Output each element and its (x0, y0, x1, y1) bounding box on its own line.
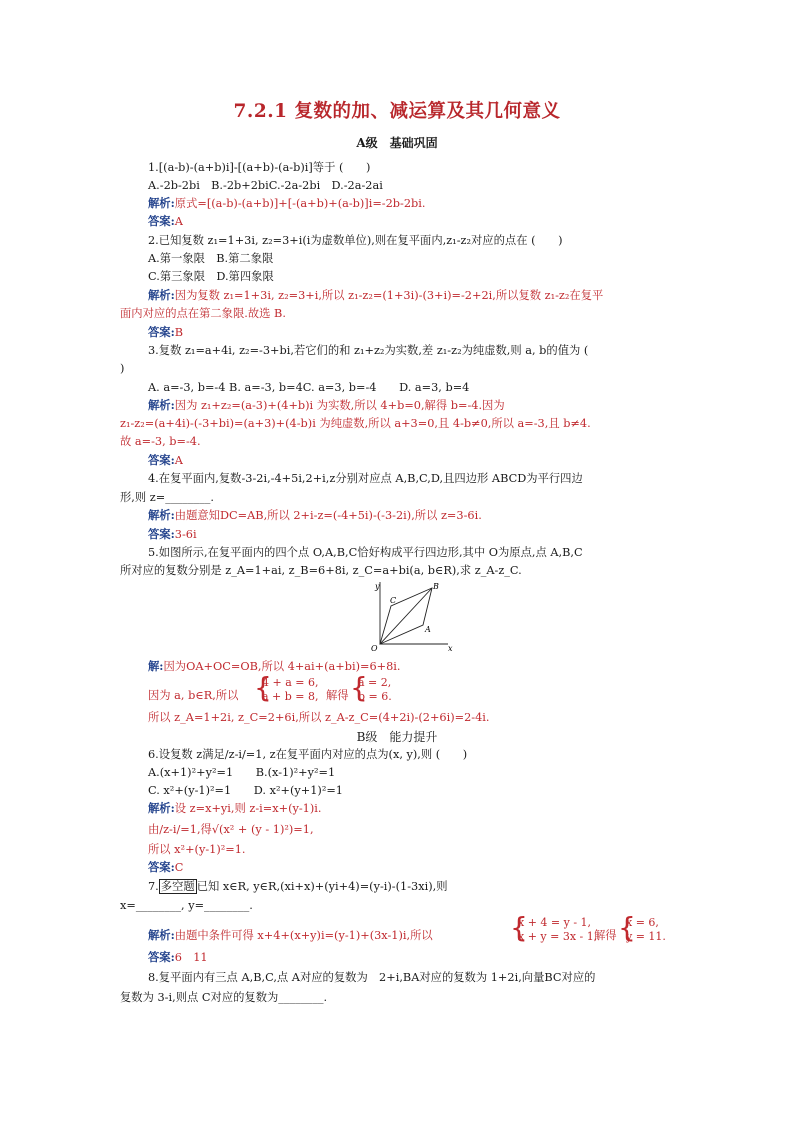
q7-stem-1 (148, 879, 448, 894)
q3-answer (148, 453, 183, 468)
q7-system-2-eq1: x = 6, (626, 916, 659, 929)
answer-label: 答案: (148, 860, 175, 874)
q6-options-2: C. x²+(y-1)²=1 D. x²+(y+1)²=1 (148, 784, 343, 797)
q5-system-2-eq1: a = 2, (358, 676, 392, 689)
q2-analysis-2: 面内对应的点在第二象限.故选 B. (120, 307, 286, 320)
q3-options: A. a=-3, b=-4 B. a=-3, b=4C. a=3, b=-4 D. a=3, b=4 (148, 381, 470, 394)
q3-stem-1: 3.复数 z₁=a+4i, z₂=-3+bi,若它们的和 z₁+z₂为实数,差 z₁-z₂为纯虚数,则 a, b的值为 ( (148, 344, 589, 357)
q3-analysis-1 (148, 398, 505, 413)
q5-system-1-eq1: 4 + a = 6, (262, 676, 319, 689)
analysis-label: 解析: (148, 196, 175, 210)
q2-answer (148, 325, 183, 340)
answer-label: 答案: (148, 214, 175, 228)
answer-label: 答案: (148, 453, 175, 467)
q7-answer-text: 6 11 (174, 951, 208, 964)
q5-system-1-eq2: a + b = 8, (262, 690, 319, 703)
q3-analysis-text: 因为 z₁+z₂=(a-3)+(4+b)i 为实数,所以 4+b=0,解得 b=-4.因为 (174, 399, 505, 412)
q3-stem-2: ) (120, 362, 125, 375)
answer-label: 答案: (148, 950, 175, 964)
analysis-label: 解析: (148, 508, 175, 522)
q1-answer-text: A (174, 215, 183, 228)
q5-stem-2: 所对应的复数分别是 z_A=1+ai, z_B=6+8i, z_C=a+bi(a, b∈R),求 z_A-z_C. (120, 564, 522, 577)
q4-analysis (148, 508, 482, 523)
q3-answer-text: A (174, 454, 183, 467)
point-c-label: C (390, 596, 397, 605)
q6-options-1: A.(x+1)²+y²=1 B.(x-1)²+y²=1 (148, 766, 336, 779)
q6-analysis-1 (148, 801, 321, 816)
q4-analysis-text: 由题意知DC=AB,所以 2+i-z=(-4+5i)-(-3-2i),所以 z=3-6i. (174, 509, 482, 522)
multi-blank-tag: 多空题 (160, 880, 195, 893)
q7-analysis-text: 由题中条件可得 x+4+(x+y)i=(y-1)+(3x-1)i,所以 (174, 929, 433, 942)
q6-analysis-2: 由/z-i/=1,得√(x² + (y - 1)²)=1, (148, 823, 314, 836)
q5-stem-1: 5.如图所示,在复平面内的四个点 O,A,B,C恰好构成平行四边形,其中 O为原点,点 A,B,C (148, 546, 583, 559)
q4-answer-text: 3-6i (174, 528, 197, 541)
q6-analysis-3: 所以 x²+(y-1)²=1. (148, 843, 246, 856)
q7-system-1-eq1: x + 4 = y - 1, (518, 916, 592, 929)
q5-solve-word: 解得 (326, 689, 349, 702)
q3-analysis-3: 故 a=-3, b=-4. (120, 435, 201, 448)
point-o-label: O (371, 644, 378, 652)
q2-stem: 2.已知复数 z₁=1+3i, z₂=3+i(i为虚数单位),则在复平面内,z₁-z₂对应的点在 ( ) (148, 234, 563, 247)
q7-stem-2: x=________, y=________. (120, 899, 253, 912)
q2-answer-text: B (174, 326, 184, 339)
q1-analysis-text: 原式=[(a-b)-(a+b)]+[-(a+b)+(a-b)]i=-2b-2bi. (174, 197, 426, 210)
q4-stem-1: 4.在复平面内,复数-3-2i,-4+5i,2+i,z分别对应点 A,B,C,D,且四边形 ABCD为平行四边 (148, 472, 583, 485)
q1-answer (148, 214, 183, 229)
q5-solution-2-pre: 因为 a, b∈R,所以 (148, 689, 239, 702)
section-b-heading: B级 能力提升 (356, 730, 438, 744)
q3-analysis-2: z₁-z₂=(a+4i)-(-3+bi)=(a+3)+(4-b)i 为纯虚数,所以 a+3=0,且 4-b≠0,所以 a=-3,且 b≠4. (120, 417, 591, 430)
q7-number: 7. (148, 880, 159, 893)
analysis-label: 解析: (148, 288, 175, 302)
answer-label: 答案: (148, 325, 175, 339)
q1-options: A.-2b-2bi B.-2b+2biC.-2a-2bi D.-2a-2ai (148, 179, 383, 192)
q6-answer (148, 860, 183, 875)
q7-answer (148, 950, 208, 965)
q2-analysis-1 (148, 288, 603, 303)
q2-options-2: C.第三象限 D.第四象限 (148, 270, 274, 283)
q5-solution-text: 因为OA+OC=OB,所以 4+ai+(a+bi)=6+8i. (163, 660, 401, 673)
q7-system-2-eq2: y = 11. (626, 930, 666, 943)
q4-stem-2: 形,则 z=________. (120, 491, 214, 504)
q5-solution-3: 所以 z_A=1+2i, z_C=2+6i,所以 z_A-z_C=(4+2i)-(2+6i)=2-4i. (148, 711, 490, 724)
q7-system-1: { x + 4 = y - 1, x + y = 3x - 1, (510, 911, 598, 944)
q5-system-2: { a = 2, b = 6. (350, 671, 392, 704)
q5-system-1: { 4 + a = 6, a + b = 8, (254, 671, 319, 704)
y-axis-label: y (375, 582, 380, 591)
point-b-label: B (433, 582, 439, 591)
q1-analysis (148, 196, 425, 211)
q4-answer (148, 527, 197, 542)
q8-stem-2: 复数为 3-i,则点 C对应的复数为________. (120, 991, 328, 1004)
q7-system-1-eq2: x + y = 3x - 1, (518, 930, 598, 943)
q1-stem: 1.[(a-b)-(a+b)i]-[(a+b)-(a-b)i]等于 ( ) (148, 161, 371, 174)
q8-stem-1: 8.复平面内有三点 A,B,C,点 A对应的复数为 2+i,BA对应的复数为 1+2i,向量BC对应的 (148, 971, 596, 984)
analysis-label: 解析: (148, 398, 175, 412)
q6-analysis-text: 设 z=x+yi,则 z-i=x+(y-1)i. (174, 802, 322, 815)
q5-system-2-eq2: b = 6. (358, 690, 392, 703)
q2-options-1: A.第一象限 B.第二象限 (148, 252, 274, 265)
q7-system-2: { x = 6, y = 11. (618, 911, 666, 944)
q6-stem: 6.设复数 z满足/z-i/=1, z在复平面内对应的点为(x, y),则 ( ) (148, 748, 468, 761)
analysis-label: 解析: (148, 801, 175, 815)
q7-stem-text: 已知 x∈R, y∈R,(xi+x)+(yi+4)=(y-i)-(1-3xi),则 (196, 880, 448, 893)
page-title: 7.2.1 复数的加、减运算及其几何意义 (233, 101, 561, 122)
x-axis-label: x (448, 644, 453, 652)
q7-solve-word: 解得 (594, 929, 617, 942)
q6-answer-text: C (174, 861, 184, 874)
q2-analysis-text: 因为复数 z₁=1+3i, z₂=3+i,所以 z₁-z₂=(1+3i)-(3+i)=-2+2i,所以复数 z₁-z₂在复平 (174, 289, 604, 302)
solution-label: 解: (148, 659, 164, 673)
answer-label: 答案: (148, 527, 175, 541)
analysis-label: 解析: (148, 928, 175, 942)
q7-analysis (148, 928, 433, 943)
point-a-label: A (425, 625, 431, 634)
section-a-heading: A级 基础巩固 (356, 136, 438, 150)
parallelogram-figure (368, 578, 454, 652)
